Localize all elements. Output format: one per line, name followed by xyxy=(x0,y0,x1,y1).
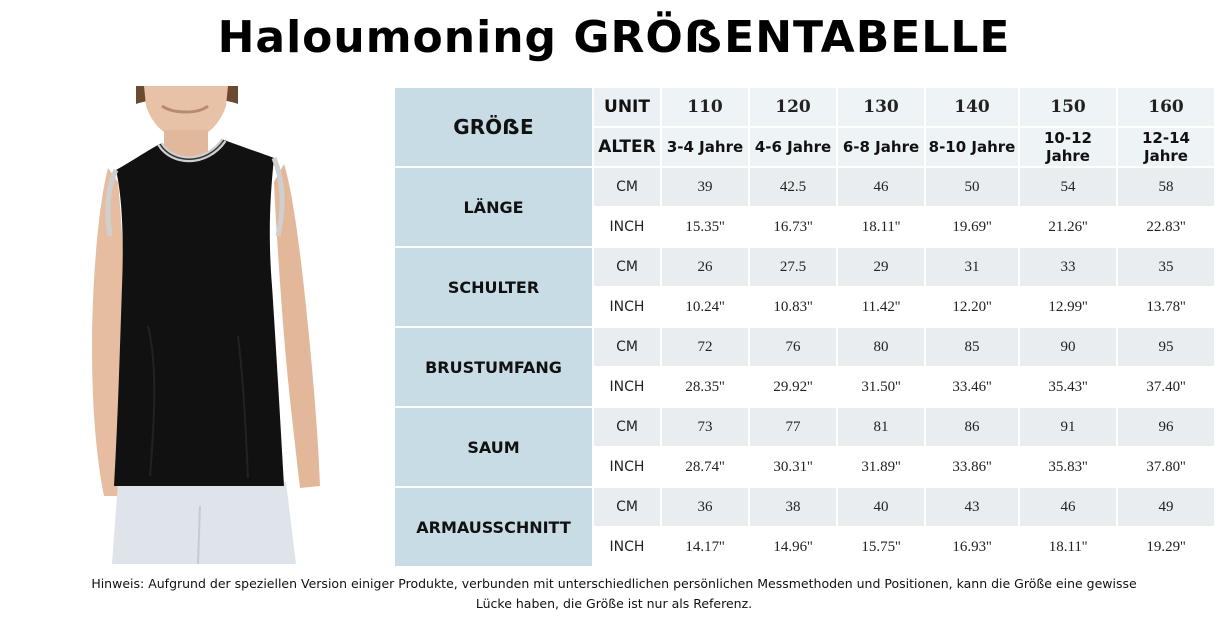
value-cell: 49 xyxy=(1117,487,1215,527)
size-140: 140 xyxy=(925,87,1019,127)
value-cell: 11.42'' xyxy=(837,287,925,327)
value-cell: 38 xyxy=(749,487,837,527)
value-cell: 12.20'' xyxy=(925,287,1019,327)
value-cell: 16.73'' xyxy=(749,207,837,247)
unit-cell: INCH xyxy=(593,207,661,247)
value-cell: 37.80'' xyxy=(1117,447,1215,487)
value-cell: 31.50'' xyxy=(837,367,925,407)
value-cell: 28.35'' xyxy=(661,367,749,407)
age-header: ALTER xyxy=(593,127,661,167)
unit-cell: CM xyxy=(593,407,661,447)
measurement-label: BRUSTUMFANG xyxy=(394,327,593,407)
value-cell: 43 xyxy=(925,487,1019,527)
value-cell: 81 xyxy=(837,407,925,447)
note-line-1: Hinweis: Aufgrund der speziellen Version einiger Produkte, verbunden mit unterschiedlichen persönlichen Messmethoden und Positionen, kann die Größe eine gewisse xyxy=(91,576,1137,591)
table-row xyxy=(394,407,1215,447)
unit-cell: CM xyxy=(593,167,661,207)
value-cell: 27.5 xyxy=(749,247,837,287)
size-130: 130 xyxy=(837,87,925,127)
value-cell: 14.17'' xyxy=(661,527,749,567)
unit-cell: CM xyxy=(593,327,661,367)
size-120: 120 xyxy=(749,87,837,127)
age-120: 4-6 Jahre xyxy=(749,127,837,167)
value-cell: 46 xyxy=(837,167,925,207)
value-cell: 39 xyxy=(661,167,749,207)
size-110: 110 xyxy=(661,87,749,127)
value-cell: 76 xyxy=(749,327,837,367)
disclaimer-note xyxy=(20,574,1208,614)
value-cell: 16.93'' xyxy=(925,527,1019,567)
age-150: 10-12 Jahre xyxy=(1019,127,1117,167)
size-table xyxy=(393,86,1216,568)
value-cell: 18.11'' xyxy=(837,207,925,247)
value-cell: 19.69'' xyxy=(925,207,1019,247)
size-150: 150 xyxy=(1019,87,1117,127)
table-row xyxy=(394,327,1215,367)
unit-cell: CM xyxy=(593,487,661,527)
value-cell: 91 xyxy=(1019,407,1117,447)
value-cell: 29.92'' xyxy=(749,367,837,407)
value-cell: 14.96'' xyxy=(749,527,837,567)
value-cell: 96 xyxy=(1117,407,1215,447)
measurement-label: SAUM xyxy=(394,407,593,487)
measurement-label: LÄNGE xyxy=(394,167,593,247)
value-cell: 13.78'' xyxy=(1117,287,1215,327)
age-110: 3-4 Jahre xyxy=(661,127,749,167)
value-cell: 35.83'' xyxy=(1019,447,1117,487)
value-cell: 54 xyxy=(1019,167,1117,207)
unit-header: UNIT xyxy=(593,87,661,127)
value-cell: 40 xyxy=(837,487,925,527)
value-cell: 33.86'' xyxy=(925,447,1019,487)
boy-tank-top-image xyxy=(88,86,328,564)
unit-cell: INCH xyxy=(593,367,661,407)
measurement-label: SCHULTER xyxy=(394,247,593,327)
note-line-2: Lücke haben, die Größe ist nur als Referenz. xyxy=(475,596,753,611)
value-cell: 26 xyxy=(661,247,749,287)
measurement-label: ARMAUSSCHNITT xyxy=(394,487,593,567)
value-cell: 31.89'' xyxy=(837,447,925,487)
value-cell: 10.83'' xyxy=(749,287,837,327)
value-cell: 19.29'' xyxy=(1117,527,1215,567)
unit-cell: INCH xyxy=(593,447,661,487)
age-130: 6-8 Jahre xyxy=(837,127,925,167)
unit-cell: CM xyxy=(593,247,661,287)
table-row xyxy=(394,487,1215,527)
unit-cell: INCH xyxy=(593,287,661,327)
value-cell: 77 xyxy=(749,407,837,447)
value-cell: 10.24'' xyxy=(661,287,749,327)
size-header-label: GRÖẞE xyxy=(394,87,593,167)
value-cell: 37.40'' xyxy=(1117,367,1215,407)
product-photo xyxy=(88,86,328,564)
age-140: 8-10 Jahre xyxy=(925,127,1019,167)
value-cell: 22.83'' xyxy=(1117,207,1215,247)
value-cell: 21.26'' xyxy=(1019,207,1117,247)
value-cell: 12.99'' xyxy=(1019,287,1117,327)
size-160: 160 xyxy=(1117,87,1215,127)
value-cell: 33 xyxy=(1019,247,1117,287)
unit-cell: INCH xyxy=(593,527,661,567)
value-cell: 29 xyxy=(837,247,925,287)
value-cell: 50 xyxy=(925,167,1019,207)
table-row xyxy=(394,247,1215,287)
value-cell: 28.74'' xyxy=(661,447,749,487)
value-cell: 73 xyxy=(661,407,749,447)
value-cell: 35 xyxy=(1117,247,1215,287)
value-cell: 46 xyxy=(1019,487,1117,527)
page-title: Haloumoning GRÖẞENTABELLE xyxy=(217,12,1011,63)
value-cell: 42.5 xyxy=(749,167,837,207)
value-cell: 36 xyxy=(661,487,749,527)
value-cell: 72 xyxy=(661,327,749,367)
value-cell: 95 xyxy=(1117,327,1215,367)
value-cell: 90 xyxy=(1019,327,1117,367)
value-cell: 58 xyxy=(1117,167,1215,207)
table-row xyxy=(394,167,1215,207)
value-cell: 85 xyxy=(925,327,1019,367)
value-cell: 33.46'' xyxy=(925,367,1019,407)
value-cell: 80 xyxy=(837,327,925,367)
value-cell: 18.11'' xyxy=(1019,527,1117,567)
age-160: 12-14 Jahre xyxy=(1117,127,1215,167)
value-cell: 30.31'' xyxy=(749,447,837,487)
value-cell: 86 xyxy=(925,407,1019,447)
value-cell: 31 xyxy=(925,247,1019,287)
value-cell: 15.35'' xyxy=(661,207,749,247)
value-cell: 35.43'' xyxy=(1019,367,1117,407)
value-cell: 15.75'' xyxy=(837,527,925,567)
